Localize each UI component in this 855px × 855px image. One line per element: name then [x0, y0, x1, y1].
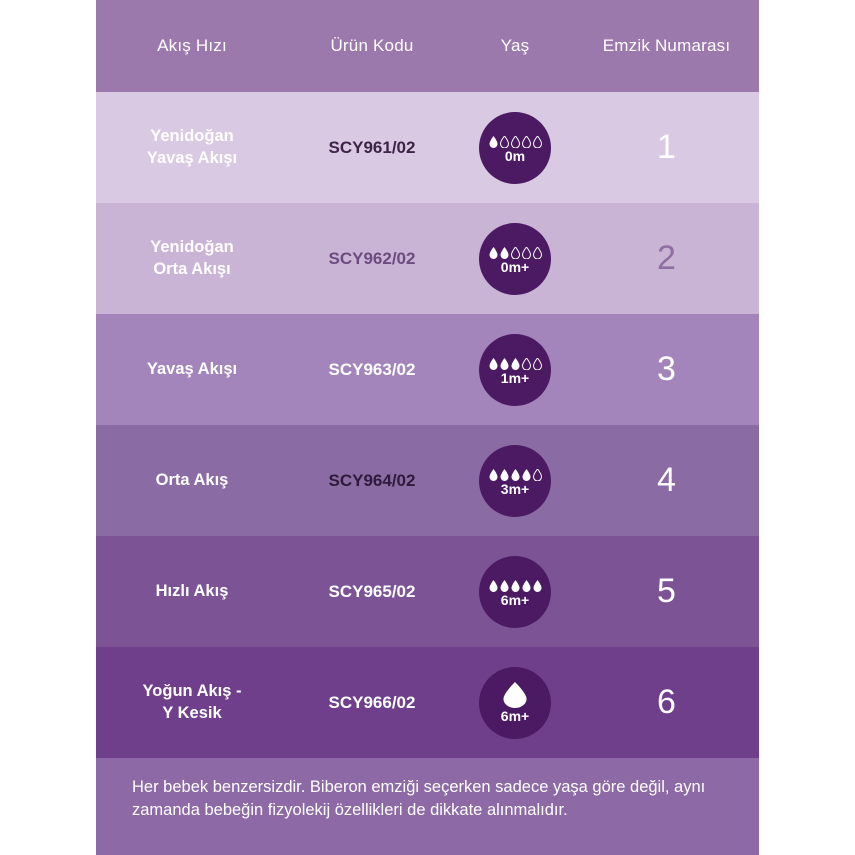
- flow-rate-label: Yenidoğan Yavaş Akışı: [146, 126, 238, 167]
- drop-icon-empty: [533, 469, 542, 481]
- table-row: [96, 536, 759, 647]
- drop-icon-empty: [522, 136, 531, 148]
- drop-icon-empty: [533, 136, 542, 148]
- flow-rate-label: Orta Akış: [155, 470, 229, 489]
- cell-age: [456, 203, 574, 314]
- age-badge: [479, 223, 551, 295]
- cell-nipple-number: [574, 536, 759, 647]
- drop-icon-empty: [533, 247, 542, 259]
- nipple-number-label: 5: [657, 572, 676, 610]
- drop-icon-filled: [489, 136, 498, 148]
- drop-icon-empty: [500, 136, 509, 148]
- cell-product-code: [288, 92, 456, 203]
- table-header-row: [96, 0, 759, 92]
- age-label: 1m+: [500, 370, 530, 386]
- cell-age: [456, 314, 574, 425]
- drop-icon-filled: [500, 469, 509, 481]
- flow-rate-label: Yoğun Akış - Y Kesik: [142, 681, 242, 722]
- product-code-label: SCY966/02: [328, 692, 416, 712]
- drop-icon-filled: [522, 469, 531, 481]
- cell-nipple-number: [574, 92, 759, 203]
- drop-icon-filled: [511, 580, 520, 592]
- drop-icon-filled: [489, 247, 498, 259]
- nipple-number-label: 2: [657, 239, 676, 277]
- age-label: 0m: [504, 148, 526, 164]
- age-badge: [479, 334, 551, 406]
- cell-product-code: [288, 314, 456, 425]
- footer-note-text: Her bebek benzersizdir. Biberon emziği seçerken sadece yaşa göre değil, aynı zamanda bebeğin fizyolekij özellikleri de dikkate alınmalıdır.: [132, 778, 706, 819]
- cell-nipple-number: [574, 425, 759, 536]
- cell-flow-rate: [96, 647, 288, 758]
- drop-icon-large-filled: [502, 682, 528, 708]
- table-row: [96, 203, 759, 314]
- table-row: [96, 425, 759, 536]
- drop-icon-filled: [511, 469, 520, 481]
- drop-indicator-group: [489, 354, 542, 370]
- nipple-number-label: 6: [657, 683, 676, 721]
- cell-nipple-number: [574, 203, 759, 314]
- drop-icon-empty: [511, 136, 520, 148]
- nipple-number-label: 3: [657, 350, 676, 388]
- drop-icon-filled: [522, 580, 531, 592]
- product-code-label: SCY965/02: [328, 581, 416, 601]
- drop-icon-filled: [489, 469, 498, 481]
- product-code-label: SCY961/02: [328, 137, 416, 157]
- drop-indicator-group: [489, 243, 542, 259]
- cell-flow-rate: [96, 425, 288, 536]
- age-badge: [479, 556, 551, 628]
- drop-icon-empty: [533, 358, 542, 370]
- table-row: [96, 92, 759, 203]
- product-code-label: SCY963/02: [328, 359, 416, 379]
- drop-indicator-group: [489, 132, 542, 148]
- nipple-flow-table: [96, 0, 759, 758]
- drop-icon-filled: [500, 247, 509, 259]
- nipple-number-label: 1: [657, 128, 676, 166]
- drop-icon-filled: [511, 358, 520, 370]
- drop-icon-empty: [522, 358, 531, 370]
- drop-icon-filled: [489, 358, 498, 370]
- age-badge: [479, 445, 551, 517]
- cell-age: [456, 647, 574, 758]
- footer-note: [96, 758, 759, 855]
- age-label: 3m+: [500, 481, 530, 497]
- drop-icon-filled: [500, 358, 509, 370]
- header-nipple-number: Emzik Numarası: [602, 36, 731, 55]
- cell-nipple-number: [574, 314, 759, 425]
- age-badge: [479, 667, 551, 739]
- cell-product-code: [288, 647, 456, 758]
- cell-nipple-number: [574, 647, 759, 758]
- drop-icon-filled: [533, 580, 542, 592]
- age-label: 0m+: [500, 259, 530, 275]
- drop-indicator-group: [489, 576, 542, 592]
- cell-product-code: [288, 203, 456, 314]
- cell-age: [456, 425, 574, 536]
- age-badge: [479, 112, 551, 184]
- cell-flow-rate: [96, 536, 288, 647]
- cell-flow-rate: [96, 314, 288, 425]
- flow-rate-label: Hızlı Akış: [155, 581, 229, 600]
- header-flow-rate: Akış Hızı: [157, 36, 227, 55]
- drop-icon-empty: [511, 247, 520, 259]
- cell-flow-rate: [96, 203, 288, 314]
- cell-flow-rate: [96, 92, 288, 203]
- product-code-label: SCY962/02: [328, 248, 416, 268]
- table-row: [96, 314, 759, 425]
- header-product-code: Ürün Kodu: [330, 36, 414, 55]
- header-age: Yaş: [500, 36, 530, 55]
- product-code-label: SCY964/02: [328, 470, 416, 490]
- table-row: [96, 647, 759, 758]
- cell-age: [456, 92, 574, 203]
- drop-icon-filled: [500, 580, 509, 592]
- age-label: 6m+: [500, 592, 530, 608]
- cell-age: [456, 536, 574, 647]
- flow-rate-label: Yavaş Akışı: [146, 359, 238, 378]
- cell-product-code: [288, 536, 456, 647]
- cell-product-code: [288, 425, 456, 536]
- drop-icon-filled: [489, 580, 498, 592]
- nipple-number-label: 4: [657, 461, 676, 499]
- drop-icon-empty: [522, 247, 531, 259]
- flow-rate-label: Yenidoğan Orta Akışı: [150, 237, 234, 278]
- drop-indicator-group: [489, 465, 542, 481]
- age-label: 6m+: [500, 708, 530, 724]
